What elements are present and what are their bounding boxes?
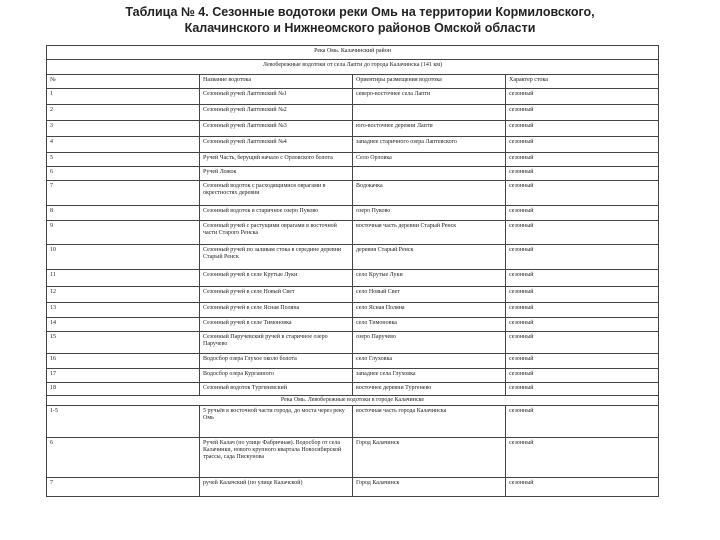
watercourse-landmark: Город Калачинск (353, 478, 506, 497)
row-number: 6 (47, 438, 200, 478)
flow-type: сезонный (506, 438, 659, 478)
watercourse-landmark: село Тимоновка (353, 318, 506, 332)
row-number: 18 (47, 383, 200, 396)
watercourse-name: Ручей Часть, берущий начало с Орловского болота (200, 153, 353, 167)
watercourse-landmark: озеро Пуково (353, 206, 506, 221)
watercourse-name: Сезонный ручей в селе Новый Свет (200, 287, 353, 303)
watercourse-name: Сезонный ручей Лаптевский №4 (200, 137, 353, 153)
watercourse-table (46, 45, 659, 497)
row-number: 10 (47, 245, 200, 270)
row-number: 11 (47, 270, 200, 287)
table-row (47, 137, 659, 153)
flow-type: сезонный (506, 354, 659, 369)
flow-type: сезонный (506, 206, 659, 221)
row-number: 13 (47, 303, 200, 318)
flow-type: сезонный (506, 89, 659, 105)
watercourse-name: ручей Калачский (по улице Калачской) (200, 478, 353, 497)
flow-type: сезонный (506, 167, 659, 181)
page-title-line-1: Таблица № 4. Сезонные водотоки реки Омь на территории Кормиловского, (125, 5, 595, 19)
flow-type: сезонный (506, 332, 659, 354)
row-number: 7 (47, 181, 200, 206)
watercourse-name: Сезонный ручей Лаптевский №3 (200, 121, 353, 137)
row-number: 8 (47, 206, 200, 221)
row-number: 6 (47, 167, 200, 181)
watercourse-landmark: восточная часть деревни Старый Ренск (353, 221, 506, 245)
table-row (47, 245, 659, 270)
row-number: 4 (47, 137, 200, 153)
flow-type: сезонный (506, 406, 659, 438)
watercourse-name: Водосбор озера Глухое около болота (200, 354, 353, 369)
table-row (47, 270, 659, 287)
table-row (47, 332, 659, 354)
table-row (47, 89, 659, 105)
watercourse-landmark: западнее старичного озера Лаптевского (353, 137, 506, 153)
flow-type: сезонный (506, 318, 659, 332)
watercourse-landmark: Город Калачинск (353, 438, 506, 478)
row-number: 5 (47, 153, 200, 167)
section-header: Река Омь. Калачинский район (47, 46, 659, 60)
row-number: 1 (47, 89, 200, 105)
watercourse-name: Сезонный ручей в селе Крутые Луки (200, 270, 353, 287)
row-number: 17 (47, 369, 200, 383)
flow-type: сезонный (506, 153, 659, 167)
table-row (47, 354, 659, 369)
watercourse-name: 5 ручьёв в восточной части города, до моста через реку Омь (200, 406, 353, 438)
table-row (47, 383, 659, 396)
column-header-row (47, 75, 659, 89)
watercourse-landmark (353, 167, 506, 181)
subsection-header-row (47, 60, 659, 75)
table-row (47, 318, 659, 332)
flow-type: сезонный (506, 287, 659, 303)
page-title (0, 4, 720, 36)
table-row (47, 206, 659, 221)
flow-type: сезонный (506, 221, 659, 245)
watercourse-table-body (47, 46, 659, 497)
table-row (47, 287, 659, 303)
table-row (47, 167, 659, 181)
section-header-row (47, 46, 659, 60)
watercourse-landmark: село Новый Свет (353, 287, 506, 303)
watercourse-name: Сезонный водоток Тургеневский (200, 383, 353, 396)
watercourse-name: Сезонный водоток с расходящимися оврагами в окрестностях деревни (200, 181, 353, 206)
flow-type: сезонный (506, 181, 659, 206)
column-header-number: № (47, 75, 200, 89)
column-header-landmarks: Ориентиры размещения водотока (353, 75, 506, 89)
flow-type: сезонный (506, 245, 659, 270)
table-row (47, 105, 659, 121)
watercourse-name: Сезонный ручей Лаптевский №1 (200, 89, 353, 105)
watercourse-landmark: озеро Паручево (353, 332, 506, 354)
row-number: 1-5 (47, 406, 200, 438)
flow-type: сезонный (506, 105, 659, 121)
column-header-name: Название водотока (200, 75, 353, 89)
page-title-line-2: Калачинского и Нижнеомского районов Омской области (184, 21, 536, 35)
watercourse-name: Водосбор озера Курганного (200, 369, 353, 383)
watercourse-landmark: западнее села Глуховка (353, 369, 506, 383)
row-number: 16 (47, 354, 200, 369)
subsection-header: Река Омь. Левобережные водотоки в городе Калачинске (47, 396, 659, 406)
watercourse-landmark: восточнее деревни Тургенево (353, 383, 506, 396)
watercourse-landmark: деревня Старый Ренск (353, 245, 506, 270)
flow-type: сезонный (506, 270, 659, 287)
watercourse-landmark: северо-восточнее села Лапти (353, 89, 506, 105)
watercourse-name: Ручей Калач (по улице Фабричная). Водосбор от села Калачинки, нового крупного квартала Новосибирской трассы, сада Пискунова (200, 438, 353, 478)
watercourse-name: Сезонный ручей по заливам стока в середине деревни Старый Ренск (200, 245, 353, 270)
watercourse-name: Ручей Ложок (200, 167, 353, 181)
flow-type: сезонный (506, 137, 659, 153)
table-row (47, 121, 659, 137)
flow-type: сезонный (506, 303, 659, 318)
subsection-header: Левобережные водотоки от села Лапти до города Калачинска (141 км) (47, 60, 659, 75)
watercourse-name: Сезонный ручей в селе Ясная Поляна (200, 303, 353, 318)
row-number: 14 (47, 318, 200, 332)
watercourse-landmark: село Крутые Луки (353, 270, 506, 287)
table-row (47, 181, 659, 206)
flow-type: сезонный (506, 369, 659, 383)
row-number: 2 (47, 105, 200, 121)
watercourse-name: Сезонный ручей Лаптевский №2 (200, 105, 353, 121)
watercourse-landmark: восточная часть города Калачинска (353, 406, 506, 438)
table-row (47, 438, 659, 478)
watercourse-name: Сезонный ручей в селе Тимоновка (200, 318, 353, 332)
watercourse-landmark: Село Орловка (353, 153, 506, 167)
row-number: 9 (47, 221, 200, 245)
watercourse-name: Сезонный ручей с растущими оврагами в восточной части Старого Ренска (200, 221, 353, 245)
watercourse-landmark: село Ясная Поляна (353, 303, 506, 318)
row-number: 3 (47, 121, 200, 137)
flow-type: сезонный (506, 383, 659, 396)
watercourse-landmark: Водокачка (353, 181, 506, 206)
table-row (47, 369, 659, 383)
watercourse-name: Сезонный Паручевский ручей в старичное озеро Паручево (200, 332, 353, 354)
column-header-flow-type: Характер стока (506, 75, 659, 89)
table-row (47, 406, 659, 438)
watercourse-landmark: юго-восточнее деревни Лапти (353, 121, 506, 137)
table-row (47, 221, 659, 245)
flow-type: сезонный (506, 121, 659, 137)
row-number: 12 (47, 287, 200, 303)
table-row (47, 303, 659, 318)
watercourse-name: Сезонный водоток в старичное озеро Пуково (200, 206, 353, 221)
table-row (47, 478, 659, 497)
row-number: 7 (47, 478, 200, 497)
table-row (47, 153, 659, 167)
subsection-header-row (47, 396, 659, 406)
row-number: 15 (47, 332, 200, 354)
flow-type: сезонный (506, 478, 659, 497)
watercourse-landmark: село Глуховка (353, 354, 506, 369)
watercourse-landmark (353, 105, 506, 121)
